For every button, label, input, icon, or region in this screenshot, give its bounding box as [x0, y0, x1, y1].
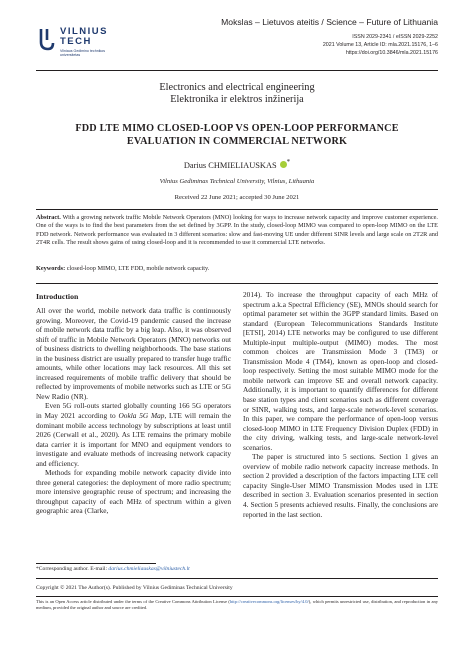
abstract-divider-top	[36, 209, 438, 210]
received-dates: Received 22 June 2021; accepted 30 June 2021	[174, 194, 300, 201]
abstract	[36, 214, 438, 247]
license	[36, 599, 438, 611]
paper-title-line1: FDD LTE MIMO CLOSED-LOOP VS OPEN-LOOP PERFORMANCE	[75, 123, 399, 134]
keywords	[36, 265, 438, 273]
journal-title: Mokslas – Lietuvos ateitis / Science – Future of Lithuania	[221, 17, 438, 27]
keywords-text: closed-loop MIMO, LTE FDD, mobile network capacity.	[65, 265, 210, 272]
paragraph: 2014). To increase the throughput capacity of each MHz of spectrum a.k.a Spectral Efficiency (SE), MNOs should search for optimal parameter set within the 3GPP standard limits. Based on standard (European Telecommunications Standards Institute [ETSI], 2014) LTE networks may be configured to use different Multiple-input multiple-output (MIMO) modes. The most common choices are Transmission Mode 3 (TM3) or Transmission Mode 4 (TM4), known as open-loop and closed-loop respectively. Setting the most suitable MIMO mode for the mobile network can improve SE and overall network capacity. Additionally, it is important to quantify differences for different base station types and client scenarios such as different coverage or SINR, walking tests, and large-scale network-level scenarios. In this paper, we compare the performance of open-loop versus closed-loop MIMO in LTE Frequency Division Duplex (FDD) in the city driving, walking tests, and large-scale network-level scenarios.	[243, 290, 438, 452]
left-column	[36, 306, 231, 516]
logo-subtitle: Vilniaus Gedimino technikos universitetas	[60, 49, 106, 58]
footnote-label: *Corresponding author. E-mail:	[36, 566, 109, 572]
copyright: Copyright © 2021 The Author(s). Published by Vilnius Gediminas Technical University	[36, 585, 233, 591]
license-link[interactable]: http://creativecommons.org/licenses/by/4.0/	[229, 599, 309, 604]
section-lithuanian: Elektronika ir elektros inžinerija	[170, 94, 304, 105]
vilnius-tech-logo-icon	[38, 27, 56, 51]
abstract-text: With a growing network traffic Mobile Network Operators (MNO) looking for ways to increase network capacity and improve customer experience. One of the ways is to find the best parameters from the set defined by 3GPP. In the study, closed-loop MIMO was compared to open-loop MIMO on the LTE FDD network. Network performance was evaluated in 3 different scenarios: slow and fast-moving UE under different SINR levels and large scale on 2T2R and 2T4R cells. The result shows gains of using closed-loop and it is recommended to use it commercial LTE networks.	[36, 214, 438, 246]
logo-line1: VILNIUS	[60, 26, 108, 37]
header-divider	[36, 70, 438, 71]
doi-link[interactable]: https://doi.org/10.3846/mla.2021.15176	[345, 50, 438, 57]
author-email-link[interactable]: darius.chmieliauskas@vilniustech.lt	[108, 566, 190, 572]
abstract-divider-bottom	[36, 283, 438, 284]
paper-title	[36, 123, 438, 148]
copyright-divider	[36, 578, 438, 579]
corresponding-marker: *	[286, 158, 291, 166]
right-column	[243, 290, 438, 519]
affiliation: Vilnius Gediminas Technical University, Vilnius, Lithuania	[159, 178, 315, 185]
license-text: ), which permits unrestricted use, distribution, and reproduction in any medium, provided the original author and source are credited.	[36, 599, 438, 610]
article-meta	[323, 33, 438, 58]
footnote-divider	[36, 563, 156, 564]
ookla-reference: Ookla 5G Map	[118, 411, 165, 421]
orcid-icon[interactable]	[280, 161, 287, 168]
abstract-label: Abstract.	[36, 214, 61, 221]
author-name: Darius CHMIELIAUSKAS	[183, 160, 277, 170]
paragraph: Methods for expanding mobile network capacity divide into three general categories: the deployment of more radio spectrum; more intensive geographic reuse of spectrum; and increasing the throughput capacity of each MHz of spectrum within a given geographic area (Clarke,	[36, 468, 231, 516]
issn: ISSN 2029-2341 / eISSN 2029-2252	[352, 34, 438, 40]
corresponding-author-footnote	[36, 566, 190, 573]
license-divider	[36, 596, 438, 597]
keywords-label: Keywords:	[36, 265, 66, 272]
paragraph	[36, 401, 231, 468]
paragraph-text: , LTE will remain the dominant mobile access technology by subscriptions at least until 2026 (Cerwall et al., 2020). As LTE remains the primary mobile data carrier it is important for MNO and equipment vendors to investigate and evaluate methods of increasing network capacity and efficiency.	[36, 411, 231, 468]
paragraph: The paper is structured into 5 sections. Section 1 gives an overview of mobile radio network capacity increase methods. In section 2 provided a description of the factors impacting LTE cell capacity Single-User MIMO Transmission Modes used in LTE described in section 3. Evaluation scenarios presented in section 4. Section 5 presents achieved results. Finally, the conclusions are reported in the last section.	[243, 452, 438, 519]
logo-line2: TECH	[60, 36, 92, 47]
license-text: This is an Open Access article distributed under the terms of the Creative Commons Attribution License (	[36, 599, 230, 604]
paragraph-text: Even 5G roll-outs started globally counting 166 5G operators in May 2021 according to	[36, 401, 231, 421]
section-english: Electronics and electrical engineering	[159, 82, 315, 93]
logo-text	[60, 27, 110, 58]
citation: 2021 Volume 13, Article ID: mla.2021.15176, 1–6	[322, 42, 438, 49]
paper-title-line2: EVALUATION IN COMMERCIAL NETWORK	[126, 135, 348, 147]
author-line	[36, 157, 438, 171]
introduction-heading: Introduction	[36, 292, 79, 301]
paragraph: All over the world, mobile network data traffic is continuously growing. Moreover, the Covid-19 pandemic caused the increase of mobile network data traffic by a big leap. Also, it was observed shift of traffic in Mobile Network Operators (MNO) networks out of business districts to dwelling neighborhoods. The base stations in the business district are usually prepared to transfer huge traffic amounts, while other locations may lack resources. All this set increased requirements of mobile traffic delivery that should be reflected by improvements of mobile networks such as LTE or 5G New Radio (NR).	[36, 306, 231, 401]
